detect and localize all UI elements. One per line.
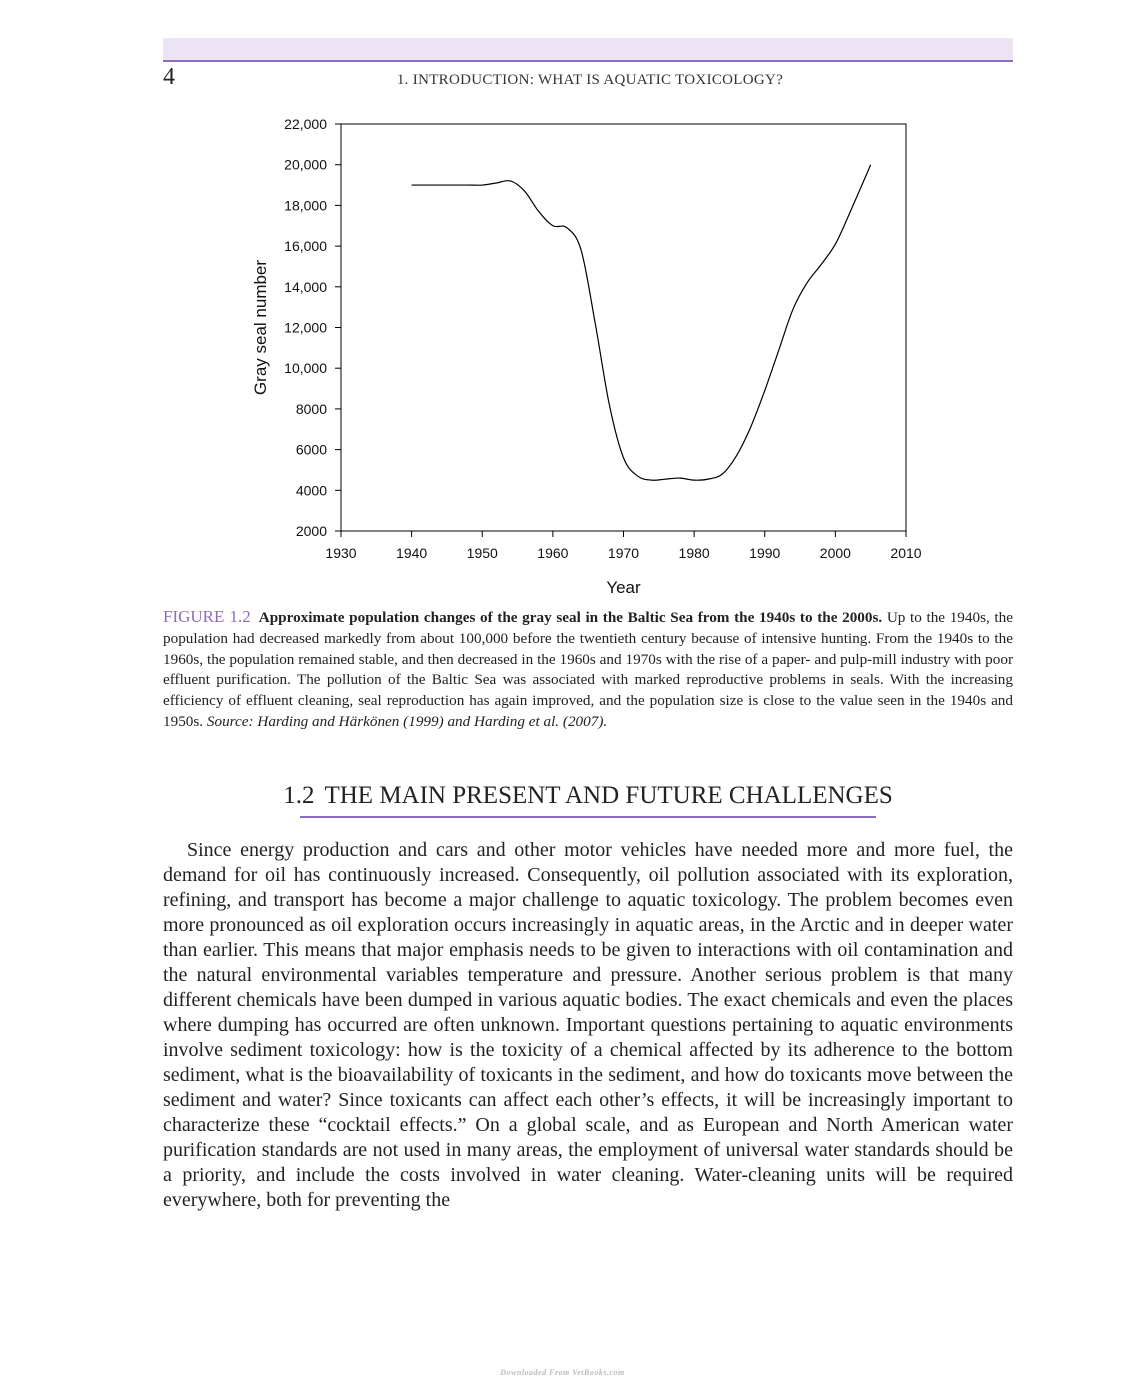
figure-source: Source: Harding and Härkönen (1999) and Harding et al. (2007). [206, 712, 608, 730]
section-title: THE MAIN PRESENT AND FUTURE CHALLENGES [324, 782, 893, 809]
gray-seal-chart [240, 108, 940, 603]
figure-text: Up to the 1940s, the population had decreased markedly from about 100,000 before the twentieth century because of intensive hunting. From the 1940s to the 1960s, the population remained stable, and then decreased in the 1960s and 1970s with the rise of a paper- and pulp-mill industry with poor effluent purification. The pollution of the Baltic Sea was associated with marked reproductive problems in seals. With the increasing efficiency of effluent cleaning, seal reproduction has again improved, and the population size is close to the value seen in the 1940s and 1950s. [163, 609, 1013, 730]
x-axis-label: Year [606, 578, 641, 597]
page-number: 4 [163, 64, 175, 90]
y-tick-label: 6000 [295, 441, 327, 458]
y-tick-label: 2000 [295, 523, 327, 539]
y-tick-label: 20,000 [284, 156, 327, 173]
y-tick-label: 22,000 [284, 116, 327, 132]
y-tick-label: 10,000 [284, 360, 327, 377]
chart-svg [240, 108, 940, 603]
y-tick-label: 12,000 [284, 319, 327, 336]
x-axis [325, 531, 921, 561]
x-tick-label: 1960 [537, 545, 569, 561]
y-axis-label: Gray seal number [251, 259, 270, 396]
y-tick-label: 4000 [295, 482, 327, 499]
running-head: 1. INTRODUCTION: WHAT IS AQUATIC TOXICOLOGY? [396, 72, 784, 88]
x-tick-label: 1940 [396, 545, 428, 561]
y-axis [284, 116, 341, 539]
header-band [163, 38, 1013, 62]
y-tick-label: 8000 [295, 400, 327, 417]
x-tick-label: 1970 [607, 545, 640, 561]
x-tick-label: 2000 [819, 545, 851, 561]
section-heading [163, 782, 1013, 810]
y-tick-label: 14,000 [284, 278, 327, 295]
y-tick-label: 16,000 [284, 238, 327, 255]
figure-title: Approximate population changes of the gray seal in the Baltic Sea from the 1940s to the 2000s. [258, 609, 883, 626]
watermark: Downloaded From VetBooks.com [500, 1368, 625, 1377]
x-tick-label: 1990 [749, 545, 781, 561]
x-tick-label: 1980 [678, 545, 710, 561]
y-tick-label: 18,000 [284, 197, 327, 214]
body-paragraph: Since energy production and cars and other motor vehicles have needed more and more fuel, the demand for oil has continuously increased. Consequently, oil pollution associated with its exploration, refining, and transport has become a major challenge to aquatic toxicology. The problem becomes even more pronounced as oil exploration occurs increasingly in aquatic areas, in the Arctic and in deeper water than earlier. This means that major emphasis needs to be given to interactions with oil contamination and the natural environmental variables temperature and pressure. Another serious problem is that many different chemicals have been dumped in various aquatic bodies. The exact chemicals and even the places where dumping has occurred are often unknown. Important questions pertaining to aquatic environments involve sediment toxicology: how is the toxicity of a chemical affected by its adherence to the bottom sediment, what is the bioavailability of toxicants in the sediment, and how do toxicants move between the sediment and water? Since toxicants can affect each other’s effects, it will be increasingly important to characterize these “cocktail effects.” On a global scale, and as European and North American water purification standards are not used in many areas, the employment of universal water standards should be a priority, and include the costs involved in water cleaning. Water-cleaning units will be required everywhere, both for preventing the [163, 839, 1013, 1211]
x-tick-label: 2010 [890, 545, 922, 561]
x-tick-label: 1950 [466, 545, 498, 561]
figure-label: FIGURE 1.2 [163, 607, 251, 626]
x-tick-label: 1930 [325, 545, 357, 561]
figure-caption [163, 607, 1013, 733]
section-rule [300, 816, 876, 818]
series-line [412, 165, 871, 481]
section-number: 1.2 [283, 782, 315, 809]
